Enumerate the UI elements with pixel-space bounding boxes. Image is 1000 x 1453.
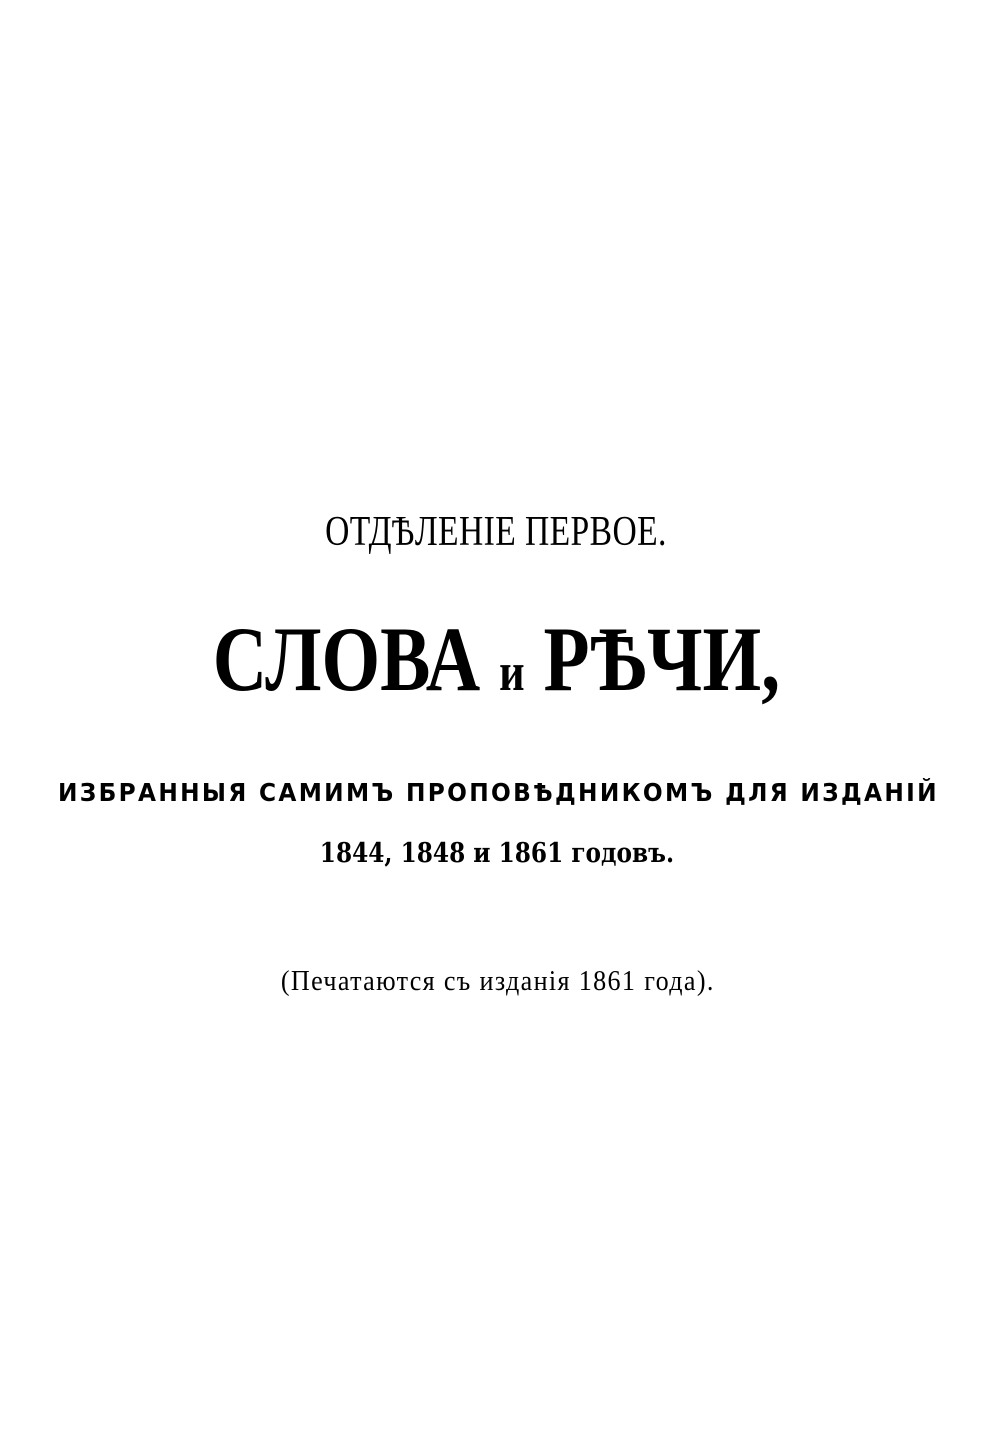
main-title	[86, 606, 906, 712]
edition-note: (Печатаются съ изданія 1861 года).	[280, 965, 715, 997]
years-line: 1844, 1848 и 1861 годовъ.	[319, 838, 675, 869]
section-heading: ОТДѢЛЕНІЕ ПЕРВОЕ.	[325, 509, 667, 555]
title-part-2: РѢЧИ,	[543, 608, 781, 710]
title-part-1: СЛОВА	[212, 608, 481, 710]
title-conjunction: и	[499, 642, 525, 702]
subtitle: ИЗБРАННЫЯ САМИМЪ ПРОПОВѢДНИКОМЪ ДЛЯ ИЗДАНІЙ	[58, 778, 939, 807]
